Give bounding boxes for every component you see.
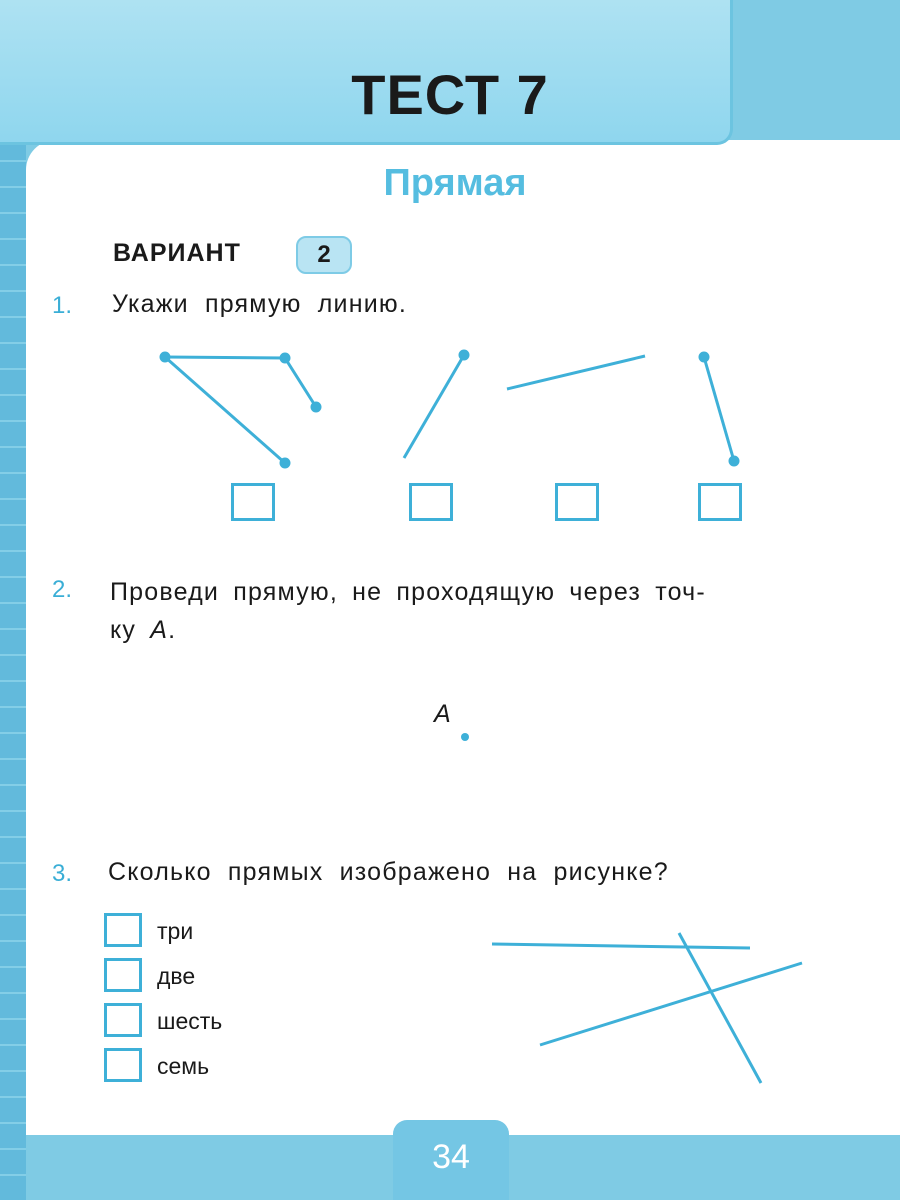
q1-figure-segment-2 <box>700 353 738 465</box>
q3-figure-lines <box>492 933 802 1083</box>
question-2-line2-prefix: ку <box>110 616 151 644</box>
topic-title: Прямая <box>383 162 527 204</box>
question-3-number: 3. <box>52 860 73 887</box>
variant-label: ВАРИАНТ <box>113 239 241 267</box>
q3-option-dve: две <box>157 963 196 989</box>
point-a-label: A <box>434 700 451 728</box>
question-2-line1: Проведи прямую, не проходящую через точ- <box>110 578 706 606</box>
q3-option-sem: семь <box>157 1053 210 1079</box>
q1-figure-broken-line <box>161 353 320 467</box>
question-1-text: Укажи прямую линию. <box>112 290 407 318</box>
q1-figure-segment-1 <box>404 351 468 458</box>
point-a-dot <box>461 733 469 741</box>
question-1-number: 1. <box>52 292 73 319</box>
question-2-number: 2. <box>52 576 73 603</box>
variant-number-badge: 2 <box>296 236 352 274</box>
question-2-point-ref: A <box>150 616 169 644</box>
q3-option-shest: шесть <box>157 1008 223 1034</box>
question-2-line2-suffix: . <box>168 616 177 644</box>
test-title: ТЕСТ 7 <box>351 63 549 126</box>
q3-option-tri: три <box>157 918 194 944</box>
page-number: 34 <box>432 1138 470 1176</box>
q1-figure-straight-line <box>507 356 645 389</box>
question-3-text: Сколько прямых изображено на рисунке? <box>108 858 669 886</box>
